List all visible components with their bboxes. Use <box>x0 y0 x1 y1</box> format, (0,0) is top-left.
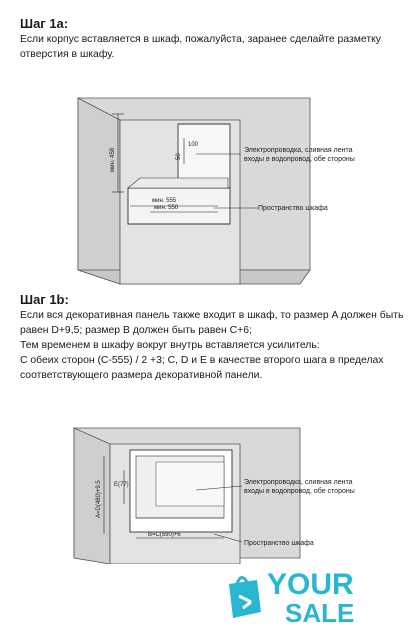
cabinet-diagram-2 <box>0 414 409 564</box>
width-dim-label: мин. 555 <box>152 198 177 204</box>
step1-text <box>20 32 395 62</box>
b-dim-label: B=C(590)+6 <box>148 532 181 538</box>
step2-line: соответствующего размера декоративной панели. <box>20 370 263 381</box>
step2-title: Шаг 1b: <box>20 292 69 307</box>
wiring-callout-line: входы в водопровод, обе стороны <box>244 488 355 495</box>
step1-line: отверстия в шкафу. <box>20 49 115 60</box>
wiring-callout-line: Электропроводка, сливная лента <box>244 147 353 154</box>
a-dim-label: A=D(480)+9.5 <box>96 480 102 518</box>
shopping-bag-icon <box>229 577 261 618</box>
brand-logo <box>215 562 385 632</box>
step2-line: равен D+9,5; размер B должен быть равен C+6; <box>20 325 252 336</box>
space-callout: Пространство шкафа <box>258 205 328 212</box>
wiring-callout-line: входы в водопровод, обе стороны <box>244 156 355 163</box>
step1-title: Шаг 1a: <box>20 16 69 31</box>
step1-line: Если корпус вставляется в шкаф, пожалуйста, заранее сделайте разметку <box>20 34 381 45</box>
height-dim-label: мин. 458 <box>110 147 116 172</box>
brand-line1: YOUR <box>267 568 354 601</box>
small-dim-b: 100 <box>188 142 199 148</box>
brand-line2: SALE <box>285 598 355 628</box>
step2-line: Тем временем в шкафу вокруг внутрь вставляется усилитель: <box>20 340 320 351</box>
depth-dim-label: мин. 550 <box>154 205 179 211</box>
cabinet-diagram-1 <box>0 84 409 294</box>
wiring-callout-line: Электропроводка, сливная лента <box>244 479 353 486</box>
small-dim-a: 50 <box>176 153 182 160</box>
space-callout: Пространство шкафа <box>244 540 314 547</box>
step2-line: Если вся декоративная панель также входит в шкаф, то размер A должен быть <box>20 310 404 321</box>
e-dim-label: E(77) <box>114 482 129 488</box>
step2-text <box>20 308 404 383</box>
step2-line: С обеих сторон (C-555) / 2 +3; C, D и E в качестве второго шага в пределах <box>20 355 384 366</box>
